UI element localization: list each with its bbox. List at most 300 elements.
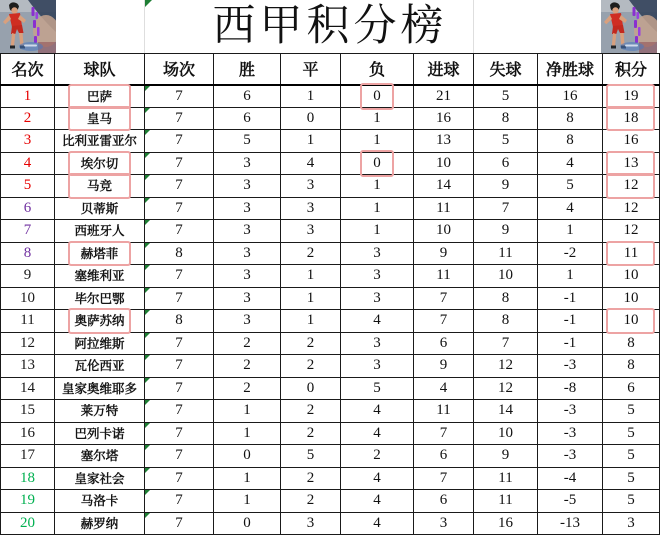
cell-rank (1, 332, 55, 355)
cell-win (214, 242, 281, 265)
cell-text: 3 (243, 177, 251, 194)
cell-win (214, 377, 281, 400)
col-header-win: 胜 (214, 54, 281, 85)
cell-text: 3 (306, 222, 315, 239)
cell-text: 7 (175, 402, 183, 419)
cell-team (55, 287, 145, 310)
table-row (1, 355, 660, 378)
cell-rank (1, 85, 55, 108)
cell-win (214, 490, 281, 513)
cell-team (55, 265, 145, 288)
cell-pts (603, 467, 660, 490)
cell-text: 赫塔菲 (80, 246, 119, 261)
cell-text: 2 (306, 469, 315, 486)
cell-rank (1, 265, 55, 288)
cell-gf (414, 355, 474, 378)
cell-text: 12 (498, 357, 513, 374)
cell-text: 7 (175, 289, 183, 306)
cell-gd (538, 175, 603, 198)
cell-text: 7 (175, 379, 183, 396)
cell-text: 16 (498, 514, 513, 531)
cell-team (55, 445, 145, 468)
cell-text: 4 (306, 154, 315, 171)
cell-text: 3 (243, 222, 251, 239)
cell-text: 10 (436, 222, 451, 239)
cell-ga (474, 355, 538, 378)
player-photo-icon (0, 0, 56, 53)
cell-text: 4 (566, 199, 574, 216)
cell-text: 1 (566, 267, 574, 284)
cell-draw (281, 197, 341, 220)
cell-rank (1, 355, 55, 378)
cell-text: 7 (439, 312, 448, 329)
cell-text: 阿拉维斯 (74, 336, 125, 351)
cell-pts (603, 332, 660, 355)
cell-text: -1 (563, 289, 577, 306)
cell-ga (474, 400, 538, 423)
cell-text: 4 (373, 312, 381, 329)
cell-rank (1, 287, 55, 310)
cell-text: 3 (439, 514, 448, 531)
cell-gf (414, 445, 474, 468)
cell-pts (603, 130, 660, 153)
table-row (1, 377, 660, 400)
cell-rank (1, 445, 55, 468)
cell-text: 8 (627, 357, 635, 374)
cell-ga (474, 422, 538, 445)
cell-text: 7 (175, 177, 183, 194)
cell-text: 1 (243, 402, 251, 419)
cell-pts (603, 445, 660, 468)
cell-text: 7 (175, 87, 183, 104)
cell-team (55, 310, 145, 333)
cell-text: 10 (623, 312, 639, 329)
cell-team (55, 242, 145, 265)
cell-draw (281, 265, 341, 288)
cell-played (145, 107, 214, 130)
cell-team (55, 85, 145, 108)
cell-text: 17 (20, 447, 35, 464)
table-row (1, 220, 660, 243)
table-row (1, 242, 660, 265)
cell-pts (603, 355, 660, 378)
cell-gd (538, 85, 603, 108)
cell-text: 7 (175, 132, 183, 149)
cell-pts (603, 242, 660, 265)
cell-text: 1 (373, 109, 381, 126)
cell-win (214, 175, 281, 198)
cell-ga (474, 220, 538, 243)
cell-text: 3 (243, 289, 251, 306)
cell-gd (538, 355, 603, 378)
cell-text: 13 (20, 357, 35, 374)
cell-draw (281, 445, 341, 468)
cell-text: 4 (566, 154, 574, 171)
cell-text: 3 (373, 334, 381, 351)
cell-text: 5 (501, 87, 510, 104)
cell-text: 14 (20, 379, 35, 396)
cell-pts (603, 220, 660, 243)
cell-gf (414, 490, 474, 513)
cell-rank (1, 107, 55, 130)
cell-win (214, 107, 281, 130)
cell-loss (341, 287, 414, 310)
cell-gf (414, 422, 474, 445)
cell-gd (538, 130, 603, 153)
cell-text: 6 (501, 154, 510, 171)
table-row (1, 265, 660, 288)
cell-text: 7 (175, 222, 183, 239)
cell-text: 7 (175, 199, 183, 216)
cell-gd (538, 152, 603, 175)
cell-pts (603, 287, 660, 310)
cell-text: 14 (498, 402, 513, 419)
cell-draw (281, 422, 341, 445)
cell-text: 12 (623, 177, 639, 194)
cell-text: 9 (439, 357, 448, 374)
cell-text: 奥萨苏纳 (74, 314, 125, 329)
cell-text: 11 (436, 402, 451, 419)
col-header-gd: 净胜球 (538, 54, 603, 85)
cell-draw (281, 85, 341, 108)
cell-text: 5 (627, 492, 635, 509)
cell-text: 3 (243, 244, 251, 261)
table-row (1, 175, 660, 198)
cell-gd (538, 310, 603, 333)
table-row (1, 445, 660, 468)
cell-text: 9 (439, 244, 448, 261)
cell-win (214, 445, 281, 468)
cell-rank (1, 175, 55, 198)
cell-text: 赫罗纳 (80, 516, 119, 531)
cell-text: 21 (436, 87, 451, 104)
cell-text: 6 (243, 87, 251, 104)
cell-text: 11 (498, 244, 513, 261)
cell-gf (414, 265, 474, 288)
cell-played (145, 490, 214, 513)
cell-ga (474, 310, 538, 333)
cell-played (145, 287, 214, 310)
cell-gd (538, 107, 603, 130)
table-row (1, 512, 660, 535)
cell-text: 10 (623, 267, 639, 284)
cell-text: 10 (498, 424, 513, 441)
cell-text: 10 (20, 289, 35, 306)
cell-text: 6 (243, 109, 251, 126)
cell-loss (341, 355, 414, 378)
cell-text: 5 (627, 469, 635, 486)
cell-win (214, 152, 281, 175)
cell-win (214, 422, 281, 445)
table-row (1, 107, 660, 130)
cell-text: 3 (306, 514, 315, 531)
cell-played (145, 242, 214, 265)
cell-text: 4 (439, 379, 448, 396)
cell-text: 4 (23, 154, 32, 171)
cell-draw (281, 377, 341, 400)
cell-gf (414, 512, 474, 535)
cell-played (145, 265, 214, 288)
cell-gf (414, 130, 474, 153)
cell-loss (341, 220, 414, 243)
cell-text: 7 (175, 357, 183, 374)
cell-rank (1, 130, 55, 153)
cell-text: 1 (306, 312, 315, 329)
cell-draw (281, 512, 341, 535)
cell-text: 4 (373, 402, 381, 419)
cell-text: 1 (243, 424, 251, 441)
cell-text: 皇家社会 (74, 471, 125, 486)
cell-text: 14 (436, 177, 451, 194)
cell-text: 2 (243, 334, 251, 351)
cell-text: 7 (175, 334, 183, 351)
cell-gf (414, 287, 474, 310)
cell-text: 埃尔切 (80, 156, 119, 171)
cell-gd (538, 400, 603, 423)
cell-ga (474, 445, 538, 468)
cell-text: 12 (623, 222, 639, 239)
cell-text: 莱万特 (80, 404, 119, 419)
cell-text: 4 (373, 514, 381, 531)
cell-played (145, 422, 214, 445)
cell-text: 15 (20, 402, 35, 419)
cell-text: 11 (623, 244, 639, 261)
cell-draw (281, 310, 341, 333)
cell-rank (1, 422, 55, 445)
cell-text: 1 (306, 132, 315, 149)
cell-pts (603, 265, 660, 288)
cell-ga (474, 107, 538, 130)
cell-draw (281, 175, 341, 198)
cell-played (145, 467, 214, 490)
cell-text: 1 (306, 267, 315, 284)
cell-played (145, 197, 214, 220)
cell-text: 20 (20, 514, 35, 531)
cell-text: 贝蒂斯 (80, 201, 119, 216)
cell-draw (281, 355, 341, 378)
cell-text: 3 (243, 199, 251, 216)
cell-text: -3 (563, 424, 577, 441)
cell-rank (1, 400, 55, 423)
cell-text: 1 (243, 492, 251, 509)
cell-text: 2 (306, 244, 315, 261)
cell-text: -8 (563, 379, 577, 396)
cell-text: 2 (243, 379, 251, 396)
cell-pts (603, 152, 660, 175)
cell-text: 瓦伦西亚 (74, 359, 125, 374)
cell-text: -4 (563, 469, 577, 486)
cell-draw (281, 152, 341, 175)
cell-gf (414, 85, 474, 108)
cell-loss (341, 85, 414, 108)
cell-text: 3 (23, 132, 32, 149)
cell-text: 3 (243, 312, 251, 329)
cell-ga (474, 512, 538, 535)
cell-team (55, 512, 145, 535)
table-row (1, 422, 660, 445)
table-row (1, 490, 660, 513)
cell-team (55, 152, 145, 175)
cell-ga (474, 287, 538, 310)
cell-gd (538, 242, 603, 265)
cell-text: 1 (306, 87, 315, 104)
cell-text: 马竞 (86, 179, 112, 194)
cell-gf (414, 332, 474, 355)
cell-ga (474, 242, 538, 265)
cell-gd (538, 265, 603, 288)
cell-loss (341, 130, 414, 153)
cell-text: 10 (436, 154, 451, 171)
col-header-pts: 积分 (603, 54, 660, 85)
cell-draw (281, 332, 341, 355)
cell-text: 0 (243, 514, 251, 531)
cell-win (214, 332, 281, 355)
cell-text: 1 (373, 199, 381, 216)
cell-ga (474, 152, 538, 175)
cell-gf (414, 310, 474, 333)
cell-loss (341, 197, 414, 220)
cell-draw (281, 242, 341, 265)
cell-pts (603, 197, 660, 220)
cell-text: 8 (175, 312, 183, 329)
cell-gd (538, 197, 603, 220)
cell-text: 7 (23, 222, 32, 239)
cell-text: 5 (23, 177, 32, 194)
cell-text: 7 (175, 469, 183, 486)
cell-gf (414, 197, 474, 220)
col-header-ga: 失球 (474, 54, 538, 85)
cell-draw (281, 287, 341, 310)
cell-text: 3 (306, 177, 315, 194)
cell-text: 7 (175, 447, 183, 464)
cell-gf (414, 377, 474, 400)
cell-text: 7 (501, 334, 510, 351)
table-row (1, 400, 660, 423)
cell-text: 3 (306, 199, 315, 216)
cell-team (55, 422, 145, 445)
cell-text: 塞尔塔 (80, 449, 119, 464)
cell-text: 9 (501, 447, 510, 464)
cell-win (214, 85, 281, 108)
col-header-team: 球队 (55, 54, 145, 85)
cell-loss (341, 512, 414, 535)
cell-text: 12 (623, 199, 639, 216)
cell-gd (538, 490, 603, 513)
cell-text: 2 (306, 492, 315, 509)
cell-team (55, 332, 145, 355)
col-header-gf: 进球 (414, 54, 474, 85)
cell-team (55, 107, 145, 130)
cell-text: 8 (175, 244, 183, 261)
cell-text: 4 (373, 424, 381, 441)
cell-text: 19 (20, 492, 35, 509)
cell-text: 1 (373, 132, 381, 149)
cell-pts (603, 85, 660, 108)
cell-text: 5 (566, 177, 574, 194)
table-row (1, 152, 660, 175)
cell-text: 6 (439, 492, 448, 509)
cell-win (214, 265, 281, 288)
cell-gf (414, 467, 474, 490)
page-title: 西甲积分榜 (212, 3, 448, 50)
cell-gd (538, 512, 603, 535)
col-header-draw: 平 (281, 54, 341, 85)
cell-team (55, 467, 145, 490)
cell-text: 11 (498, 492, 513, 509)
cell-text: 8 (627, 334, 635, 351)
cell-text: -13 (560, 514, 580, 531)
cell-text: 毕尔巴鄂 (74, 291, 125, 306)
cell-text: 8 (566, 109, 574, 126)
col-header-rank: 名次 (1, 54, 55, 85)
cell-pts (603, 422, 660, 445)
cell-rank (1, 467, 55, 490)
cell-played (145, 332, 214, 355)
cell-rank (1, 512, 55, 535)
cell-ga (474, 332, 538, 355)
cell-text: 6 (627, 379, 635, 396)
cell-text: 7 (175, 109, 183, 126)
cell-text: 1 (566, 222, 574, 239)
cell-text: 3 (627, 514, 635, 531)
table-row (1, 287, 660, 310)
cell-text: 9 (501, 222, 510, 239)
header-row (1, 54, 660, 85)
cell-text: 0 (373, 87, 381, 104)
cell-text: 6 (439, 447, 448, 464)
cell-win (214, 310, 281, 333)
cell-text: 5 (373, 379, 381, 396)
cell-text: 16 (20, 424, 35, 441)
cell-text: 5 (501, 132, 510, 149)
cell-draw (281, 130, 341, 153)
cell-text: 6 (439, 334, 448, 351)
cell-ga (474, 85, 538, 108)
cell-draw (281, 467, 341, 490)
cell-win (214, 197, 281, 220)
cell-loss (341, 310, 414, 333)
cell-text: 8 (23, 244, 32, 261)
cell-played (145, 85, 214, 108)
cell-text: 0 (243, 447, 251, 464)
cell-loss (341, 422, 414, 445)
cell-loss (341, 175, 414, 198)
cell-text: 0 (306, 379, 315, 396)
table-row (1, 130, 660, 153)
cell-text: -5 (563, 492, 577, 509)
title-bar (0, 0, 660, 53)
cell-gf (414, 400, 474, 423)
cell-text: 6 (23, 199, 32, 216)
cell-text: 巴列卡诺 (74, 426, 125, 441)
cell-text: 5 (306, 447, 315, 464)
cell-text: 7 (175, 154, 183, 171)
cell-loss (341, 152, 414, 175)
cell-team (55, 175, 145, 198)
cell-text: 皇马 (86, 111, 112, 126)
cell-ga (474, 130, 538, 153)
cell-text: 16 (436, 109, 451, 126)
cell-ga (474, 197, 538, 220)
cell-text: 5 (243, 132, 251, 149)
cell-gf (414, 175, 474, 198)
cell-loss (341, 400, 414, 423)
cell-gd (538, 467, 603, 490)
cell-team (55, 197, 145, 220)
cell-rank (1, 310, 55, 333)
cell-played (145, 445, 214, 468)
cell-win (214, 467, 281, 490)
